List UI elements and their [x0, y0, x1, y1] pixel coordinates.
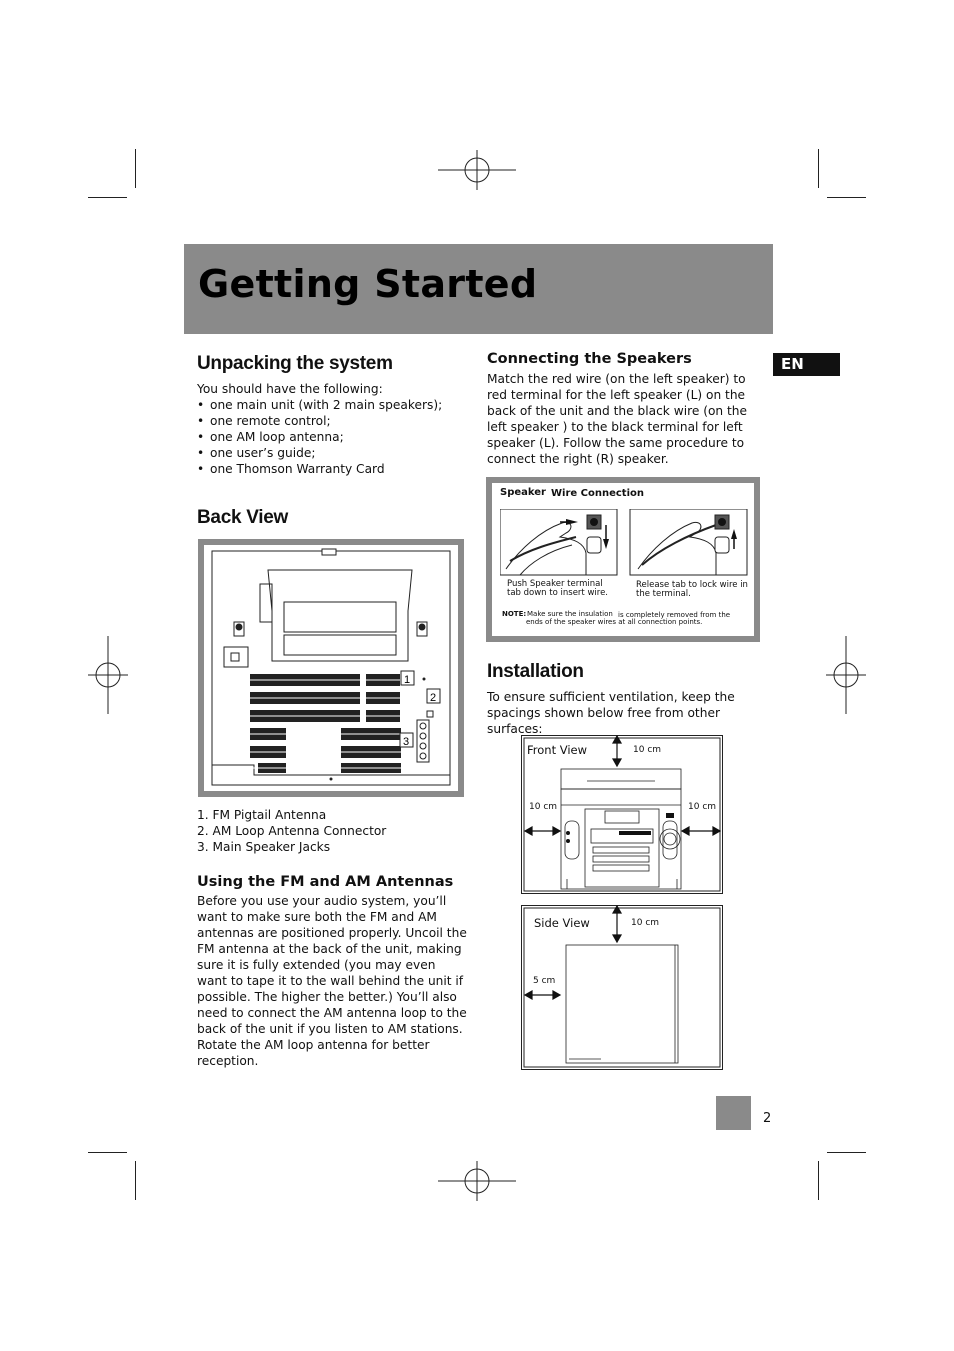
legend-item: 2. AM Loop Antenna Connector — [197, 824, 387, 838]
front-left-spacing: 10 cm — [529, 802, 558, 812]
side-back-spacing: 5 cm — [533, 976, 556, 986]
language-tag: EN — [773, 353, 840, 376]
wire-caption-right: Release tab to lock wire in the terminal. — [636, 580, 748, 599]
unpacking-intro: You should have the following: — [197, 382, 383, 396]
note-text-a: Make sure the insulation — [527, 610, 613, 618]
unpacking-heading: Unpacking the system — [197, 353, 393, 374]
list-item: • one AM loop antenna; — [197, 429, 467, 445]
legend-item: 3. Main Speaker Jacks — [197, 840, 331, 854]
page-number-box — [716, 1096, 751, 1130]
back-view-heading: Back View — [197, 507, 288, 528]
unpacking-list — [197, 397, 467, 477]
front-view-label: Front View — [527, 743, 588, 757]
list-item: • one remote control; — [197, 413, 467, 429]
note-text-b: is completely removed from the — [618, 611, 731, 619]
back-view-illustration — [198, 539, 464, 797]
callout-3: 3 — [403, 736, 410, 748]
wire-box-title-a: Speaker — [500, 487, 546, 498]
callout-1: 1 — [404, 674, 411, 686]
installation-heading: Installation — [487, 661, 584, 682]
speakers-text: Match the red wire (on the left speaker) to red terminal for the left speaker (L) on the back of the unit and the black wire (on the left speaker ) to the black terminal for left speaker (L). Follow the same procedure to connect the right (R) speaker. — [487, 372, 748, 466]
back-view-legend — [197, 807, 386, 855]
page-number: 2 — [763, 1111, 772, 1126]
side-view-label: Side View — [534, 916, 590, 930]
list-item: • one Thomson Warranty Card — [197, 461, 467, 477]
front-right-spacing: 10 cm — [688, 802, 717, 812]
wire-caption-left: Push Speaker terminal tab down to insert wire. — [507, 579, 608, 598]
antennas-heading: Using the FM and AM Antennas — [197, 874, 454, 890]
front-top-spacing: 10 cm — [633, 745, 662, 755]
side-top-spacing: 10 cm — [631, 918, 660, 928]
note-label: NOTE: — [502, 610, 527, 618]
antennas-text: Before you use your audio system, you’ll want to make sure both the FM and AM antennas are positioned properly. Uncoil the FM antenna at the back of the unit, making sure it is fully extended (you may even want to tape it to the wall behind the unit if possible. The higher the better.) You’ll also need to connect the AM antenna loop to the back of the unit if you listen to AM stations. Rotate the AM loop antenna for better reception. — [197, 894, 467, 1068]
list-item: • one user’s guide; — [197, 445, 467, 461]
front-view-diagram — [521, 735, 724, 895]
list-item: • one main unit (with 2 main speakers); — [197, 397, 467, 413]
speakers-heading: Connecting the Speakers — [487, 351, 692, 367]
installation-text: To ensure sufficient ventilation, keep the spacings shown below free from other surfaces: — [487, 690, 735, 736]
note-text-c: ends of the speaker wires at all connection points. — [526, 618, 703, 626]
page-title: Getting Started — [198, 262, 538, 306]
unpacking-section — [197, 381, 467, 477]
wire-connection-illustration — [500, 509, 748, 577]
callout-2: 2 — [430, 692, 437, 704]
wire-box-title-b: Wire Connection — [551, 488, 645, 499]
legend-item: 1. FM Pigtail Antenna — [197, 808, 327, 822]
